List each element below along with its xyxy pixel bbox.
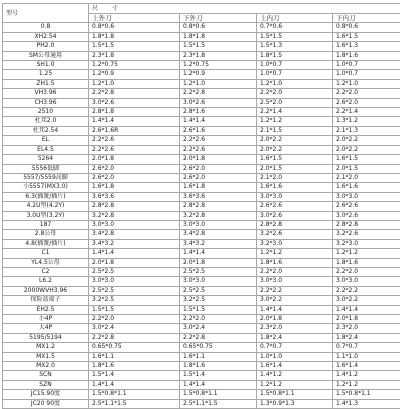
- upper-inner-blade-cell: 2.0*1.5: [257, 164, 333, 173]
- upper-outer-blade-cell: 1.8*1.6: [89, 362, 180, 371]
- upper-inner-blade-cell: 1.8*2.4: [257, 333, 333, 342]
- upper-outer-blade-cell: 1.5*1.5: [89, 42, 180, 51]
- upper-inner-blade-cell: 1.2*1.2: [257, 380, 333, 389]
- table-row: [3, 286, 400, 295]
- lower-inner-blade-cell: 3.2*2.6: [333, 230, 400, 239]
- table-row: [3, 108, 400, 117]
- lower-inner-blade-cell: 2.1*1.3: [333, 126, 400, 135]
- upper-outer-blade-cell: 1.5*0.8*1.1: [89, 390, 180, 399]
- table-row: [3, 249, 400, 258]
- table-row: [3, 371, 400, 380]
- upper-outer-blade-cell: 2.8*2.8: [89, 202, 180, 211]
- table-row: [3, 352, 400, 361]
- table-row: [3, 343, 400, 352]
- table-row: [3, 192, 400, 201]
- model-cell: 1.25: [3, 70, 89, 79]
- model-cell: SZN: [3, 380, 89, 389]
- model-cell: 保险盒端子: [3, 296, 89, 305]
- upper-outer-blade-cell: 1.2*1.0: [89, 79, 180, 88]
- upper-inner-blade-cell: 2.0*2.2: [257, 145, 333, 154]
- lower-outer-blade-cell: 1.5*1.5: [180, 42, 257, 51]
- lower-outer-blade-cell: 1.2*0.9: [180, 70, 257, 79]
- model-cell: MX1.5: [3, 352, 89, 361]
- lower-inner-blade-cell: 1.8*1.6: [333, 258, 400, 267]
- upper-outer-blade-cell: 1.4*1.4: [89, 380, 180, 389]
- upper-outer-blade-cell: 2.2*2.8: [89, 333, 180, 342]
- table-row: [3, 239, 400, 248]
- upper-outer-blade-cell: 2.5*2.5: [89, 286, 180, 295]
- lower-outer-blade-cell: 3.2*2.5: [180, 296, 257, 305]
- model-cell: 小4P: [3, 315, 89, 324]
- lower-outer-blade-cell: 0.8*0.6: [180, 23, 257, 32]
- lower-inner-blade-cell: 1.6*1.4: [333, 362, 400, 371]
- model-cell: MX2.0: [3, 362, 89, 371]
- lower-outer-blade-cell: 2.8*2.8: [180, 202, 257, 211]
- upper-inner-blade-cell: 2.5*2.0: [257, 98, 333, 107]
- table-row: [3, 136, 400, 145]
- model-cell: EL4.5: [3, 145, 89, 154]
- table-row: [3, 202, 400, 211]
- model-cell: YL4.5公母: [3, 258, 89, 267]
- upper-outer-blade-cell: 2.2*2.0: [89, 315, 180, 324]
- lower-outer-blade-cell: 2.6*1.6: [180, 126, 257, 135]
- upper-inner-blade-cell: 2.6*2.6: [257, 202, 333, 211]
- upper-outer-blade-cell: 3.2*2.8: [89, 211, 180, 220]
- model-cell: MX1.2: [3, 343, 89, 352]
- upper-outer-blade-cell: 2.5*2.5: [89, 267, 180, 276]
- upper-inner-blade-cell: 3.2*3.0: [257, 239, 333, 248]
- model-cell: 5264: [3, 155, 89, 164]
- upper-outer-blade-cell: 3.4*2.8: [89, 230, 180, 239]
- upper-inner-blade-cell: 3.0*3.0: [257, 277, 333, 286]
- table-row: [3, 277, 400, 286]
- table-row: [3, 324, 400, 333]
- upper-inner-blade-cell: 1.2*1.0: [257, 79, 333, 88]
- upper-outer-blade-cell: 0.65*0.75: [89, 343, 180, 352]
- model-cell: 0.8: [3, 23, 89, 32]
- lower-outer-blade-cell: 2.2*2.0: [180, 315, 257, 324]
- upper-outer-blade-cell: 2.8*1.8: [89, 108, 180, 117]
- upper-inner-blade-cell: 1.6*1.6: [257, 183, 333, 192]
- upper-outer-blade-cell: 2.2*2.6: [89, 145, 180, 154]
- upper-outer-blade-cell: 2.6*1.6R: [89, 126, 180, 135]
- table-row: [3, 211, 400, 220]
- lower-outer-blade-cell: 0.65*0.75: [180, 343, 257, 352]
- table-row: [3, 126, 400, 135]
- table-row: [3, 155, 400, 164]
- upper-inner-blade-cell: 2.3*2.0: [257, 324, 333, 333]
- lower-inner-blade-cell: 3.0*2.6: [333, 211, 400, 220]
- upper-inner-blade-cell: 1.5*1.3: [257, 42, 333, 51]
- upper-inner-blade-cell: 2.1*1.5: [257, 126, 333, 135]
- table-row: [3, 164, 400, 173]
- model-cell: XH2.54: [3, 32, 89, 41]
- upper-inner-blade-cell: 2.2*2.2: [257, 286, 333, 295]
- table-row: [3, 173, 400, 182]
- upper-outer-blade-cell: 1.4*1.4: [89, 249, 180, 258]
- table-row: [3, 42, 400, 51]
- model-cell: 小5557(MX3.0): [3, 183, 89, 192]
- lower-outer-blade-cell: 3.4*2.8: [180, 230, 257, 239]
- upper-inner-blade-cell: 2.8*2.8: [257, 220, 333, 229]
- model-cell: 2000WVH3.96: [3, 286, 89, 295]
- model-cell: 6.3(插簧/插片): [3, 192, 89, 201]
- lower-outer-blade-cell: 1.4*1.4: [180, 380, 257, 389]
- model-cell: 杜邦2.0: [3, 117, 89, 126]
- lower-inner-blade-cell: 1.6*1.5: [333, 155, 400, 164]
- model-cell: 187: [3, 220, 89, 229]
- upper-inner-blade-cell: 1.8*1.6: [257, 258, 333, 267]
- lower-outer-blade-cell: 1.5*1.4: [180, 371, 257, 380]
- upper-outer-blade-cell: 2.6*2.0: [89, 164, 180, 173]
- lower-inner-blade-cell: 0.8*0.6: [333, 23, 400, 32]
- upper-outer-blade-cell: 2.5*1.1*1.5: [89, 399, 180, 408]
- model-cell: 4.8(插簧/插片): [3, 239, 89, 248]
- lower-outer-blade-cell: 1.5*0.8*1.1: [180, 390, 257, 399]
- column-header-lower-inner-blade: 下内刀: [333, 14, 400, 23]
- column-header-lower-outer-blade: 下外刀: [180, 14, 257, 23]
- lower-outer-blade-cell: 3.6*3.6: [180, 192, 257, 201]
- upper-inner-blade-cell: 3.0*2.2: [257, 296, 333, 305]
- upper-inner-blade-cell: 1.8*1.5: [257, 51, 333, 60]
- upper-outer-blade-cell: 3.6*3.6: [89, 192, 180, 201]
- upper-inner-blade-cell: 1.5*0.8*1.1: [257, 390, 333, 399]
- lower-outer-blade-cell: 1.4*1.4: [180, 249, 257, 258]
- lower-inner-blade-cell: 2.0*1.8: [333, 315, 400, 324]
- table-row: [3, 305, 400, 314]
- upper-outer-blade-cell: 1.4*1.4: [89, 117, 180, 126]
- upper-outer-blade-cell: 3.4*3.2: [89, 239, 180, 248]
- lower-outer-blade-cell: 3.0*2.4: [180, 324, 257, 333]
- table-row: [3, 70, 400, 79]
- upper-outer-blade-cell: 2.2*2.8: [89, 89, 180, 98]
- upper-inner-blade-cell: 1.0*0.7: [257, 70, 333, 79]
- connector-dimension-table: [2, 3, 400, 409]
- model-cell: 杜邦2.54: [3, 126, 89, 135]
- lower-outer-blade-cell: 2.8*1.6: [180, 108, 257, 117]
- model-cell: 2.8公母: [3, 230, 89, 239]
- upper-inner-blade-cell: 0.7*0.7: [257, 343, 333, 352]
- lower-inner-blade-cell: 3.0*3.0: [333, 192, 400, 201]
- lower-inner-blade-cell: 1.4*1.3: [333, 399, 400, 408]
- lower-inner-blade-cell: 1.0*0.7: [333, 61, 400, 70]
- lower-outer-blade-cell: 2.0*1.8: [180, 258, 257, 267]
- lower-inner-blade-cell: 2.0*1.5: [333, 164, 400, 173]
- model-cell: EH2.5: [3, 305, 89, 314]
- table-row: [3, 230, 400, 239]
- table-body: [3, 23, 400, 409]
- model-cell: SH1.0: [3, 61, 89, 70]
- upper-outer-blade-cell: 2.6*2.0: [89, 173, 180, 182]
- lower-outer-blade-cell: 2.6*2.0: [180, 173, 257, 182]
- lower-outer-blade-cell: 1.6*1.8: [180, 183, 257, 192]
- upper-outer-blade-cell: 3.0*2.4: [89, 324, 180, 333]
- upper-inner-blade-cell: 1.3*0.9*1.3: [257, 399, 333, 408]
- lower-inner-blade-cell: 3.0*3.0: [333, 277, 400, 286]
- upper-outer-blade-cell: 1.2*0.75: [89, 61, 180, 70]
- lower-outer-blade-cell: 1.8*1.8: [180, 32, 257, 41]
- lower-outer-blade-cell: 1.6*1.1: [180, 352, 257, 361]
- upper-outer-blade-cell: 1.5*1.5: [89, 305, 180, 314]
- table-row: [3, 399, 400, 408]
- lower-inner-blade-cell: 2.0*2.2: [333, 136, 400, 145]
- lower-inner-blade-cell: 1.2*1.0: [333, 79, 400, 88]
- lower-outer-blade-cell: 2.5*2.5: [180, 267, 257, 276]
- upper-inner-blade-cell: 1.0*1.0: [257, 352, 333, 361]
- upper-inner-blade-cell: 1.6*1.5: [257, 155, 333, 164]
- lower-inner-blade-cell: 2.0*2.2: [333, 145, 400, 154]
- model-cell: 5195/5194: [3, 333, 89, 342]
- upper-outer-blade-cell: 2.3*1.8: [89, 51, 180, 60]
- model-cell: L6.2: [3, 277, 89, 286]
- upper-inner-blade-cell: 1.4*1.4: [257, 305, 333, 314]
- upper-outer-blade-cell: 3.0*3.0: [89, 220, 180, 229]
- table-row: [3, 61, 400, 70]
- table-row: [3, 145, 400, 154]
- table-row: [3, 362, 400, 371]
- model-cell: 5557/5559高脚: [3, 173, 89, 182]
- upper-inner-blade-cell: 0.7*0.6: [257, 23, 333, 32]
- table-row: [3, 296, 400, 305]
- upper-outer-blade-cell: 1.6*1.8: [89, 183, 180, 192]
- upper-inner-blade-cell: 1.2*1.2: [257, 249, 333, 258]
- upper-outer-blade-cell: 2.2*2.6: [89, 136, 180, 145]
- lower-inner-blade-cell: 1.8*1.6: [333, 51, 400, 60]
- header-row-top: [3, 4, 400, 14]
- upper-inner-blade-cell: 1.5*1.5: [257, 32, 333, 41]
- lower-outer-blade-cell: 2.0*1.8: [180, 155, 257, 164]
- upper-outer-blade-cell: 1.6*1.1: [89, 352, 180, 361]
- table-row: [3, 267, 400, 276]
- upper-outer-blade-cell: 0.8*0.6: [89, 23, 180, 32]
- lower-inner-blade-cell: 2.3*2.0: [333, 324, 400, 333]
- upper-inner-blade-cell: 1.6*1.4: [257, 362, 333, 371]
- lower-inner-blade-cell: 2.1*2.0: [333, 173, 400, 182]
- lower-outer-blade-cell: 3.0*3.0: [180, 220, 257, 229]
- dimensions-group-header: 尺 寸: [89, 4, 400, 14]
- upper-outer-blade-cell: 1.2*0.9: [89, 70, 180, 79]
- upper-outer-blade-cell: 3.0*3.0: [89, 277, 180, 286]
- lower-outer-blade-cell: 3.4*3.2: [180, 239, 257, 248]
- upper-inner-blade-cell: 2.2*2.0: [257, 267, 333, 276]
- lower-inner-blade-cell: 1.6*1.5: [333, 32, 400, 41]
- lower-outer-blade-cell: 1.2*0.75: [180, 61, 257, 70]
- lower-outer-blade-cell: 1.4*1.4: [180, 117, 257, 126]
- lower-outer-blade-cell: 3.2*2.8: [180, 211, 257, 220]
- table-row: [3, 258, 400, 267]
- upper-outer-blade-cell: 3.0*2.6: [89, 98, 180, 107]
- lower-outer-blade-cell: 2.2*2.6: [180, 136, 257, 145]
- upper-inner-blade-cell: 1.0*0.7: [257, 61, 333, 70]
- lower-inner-blade-cell: 1.1*1.0: [333, 352, 400, 361]
- upper-inner-blade-cell: 2.2*2.0: [257, 89, 333, 98]
- lower-inner-blade-cell: 1.6*1.6: [333, 183, 400, 192]
- lower-inner-blade-cell: 1.8*2.4: [333, 333, 400, 342]
- lower-inner-blade-cell: 2.6*2.0: [333, 98, 400, 107]
- upper-inner-blade-cell: 2.1*2.0: [257, 173, 333, 182]
- column-header-upper-inner-blade: 上内刀: [257, 14, 333, 23]
- table-row: [3, 390, 400, 399]
- column-header-upper-outer-blade: 上外刀: [89, 14, 180, 23]
- upper-inner-blade-cell: 1.2*1.2: [257, 117, 333, 126]
- table-row: [3, 220, 400, 229]
- lower-inner-blade-cell: 1.6*1.3: [333, 42, 400, 51]
- model-cell: 2510: [3, 108, 89, 117]
- lower-inner-blade-cell: 2.2*2.0: [333, 267, 400, 276]
- lower-inner-blade-cell: 2.2*2.0: [333, 89, 400, 98]
- lower-inner-blade-cell: 1.5*0.8*1.1: [333, 390, 400, 399]
- lower-inner-blade-cell: 2.8*2.8: [333, 220, 400, 229]
- lower-inner-blade-cell: 1.3*1.2: [333, 117, 400, 126]
- lower-outer-blade-cell: 2.2*2.8: [180, 333, 257, 342]
- model-cell: C2: [3, 267, 89, 276]
- table-row: [3, 98, 400, 107]
- upper-inner-blade-cell: 3.0*3.0: [257, 192, 333, 201]
- table-row: [3, 89, 400, 98]
- model-cell: ZH1.5: [3, 79, 89, 88]
- lower-outer-blade-cell: 3.0*3.0: [180, 277, 257, 286]
- upper-outer-blade-cell: 3.2*2.5: [89, 296, 180, 305]
- model-cell: 3.0U型(3.2Y): [3, 211, 89, 220]
- upper-outer-blade-cell: 1.5*1.4: [89, 371, 180, 380]
- table-row: [3, 315, 400, 324]
- lower-inner-blade-cell: 1.2*1.2: [333, 380, 400, 389]
- lower-outer-blade-cell: 1.2*1.0: [180, 79, 257, 88]
- upper-inner-blade-cell: 3.2*2.6: [257, 230, 333, 239]
- lower-inner-blade-cell: 1.0*0.7: [333, 70, 400, 79]
- model-cell: JC20 90度: [3, 399, 89, 408]
- model-cell: C1: [3, 249, 89, 258]
- lower-outer-blade-cell: 2.3*1.8: [180, 51, 257, 60]
- lower-inner-blade-cell: 3.0*2.2: [333, 296, 400, 305]
- upper-outer-blade-cell: 2.0*1.8: [89, 155, 180, 164]
- lower-outer-blade-cell: 2.2*2.6: [180, 145, 257, 154]
- model-cell: CH3.96: [3, 98, 89, 107]
- table-row: [3, 32, 400, 41]
- model-cell: VH3.96: [3, 89, 89, 98]
- lower-outer-blade-cell: 1.5*1.5: [180, 305, 257, 314]
- lower-outer-blade-cell: 2.5*1.1*1.5: [180, 399, 257, 408]
- upper-inner-blade-cell: 3.0*2.6: [257, 211, 333, 220]
- upper-inner-blade-cell: 2.0*1.8: [257, 315, 333, 324]
- lower-inner-blade-cell: 1.2*1.2: [333, 249, 400, 258]
- lower-inner-blade-cell: 3.2*3.0: [333, 239, 400, 248]
- lower-outer-blade-cell: 2.2*2.8: [180, 89, 257, 98]
- lower-outer-blade-cell: 2.5*2.5: [180, 286, 257, 295]
- model-column-header: 型号: [3, 4, 89, 23]
- lower-outer-blade-cell: 3.0*2.6: [180, 98, 257, 107]
- lower-inner-blade-cell: 2.2*1.4: [333, 108, 400, 117]
- lower-inner-blade-cell: 2.2*2.2: [333, 286, 400, 295]
- lower-inner-blade-cell: 1.4*1.2: [333, 371, 400, 380]
- table-row: [3, 51, 400, 60]
- model-cell: 4.2U型(4.2Y): [3, 202, 89, 211]
- model-cell: JC15.90度: [3, 390, 89, 399]
- lower-inner-blade-cell: 0.7*0.7: [333, 343, 400, 352]
- table-row: [3, 183, 400, 192]
- lower-inner-blade-cell: 1.4*1.4: [333, 305, 400, 314]
- model-cell: 5556低脚: [3, 164, 89, 173]
- lower-outer-blade-cell: 1.8*1.6: [180, 362, 257, 371]
- table-row: [3, 380, 400, 389]
- model-cell: EL: [3, 136, 89, 145]
- upper-outer-blade-cell: 2.0*1.8: [89, 258, 180, 267]
- table-row: [3, 79, 400, 88]
- model-cell: SM公母通用: [3, 51, 89, 60]
- upper-inner-blade-cell: 1.4*1.2: [257, 371, 333, 380]
- lower-inner-blade-cell: 2.6*2.6: [333, 202, 400, 211]
- model-cell: SCN: [3, 371, 89, 380]
- upper-inner-blade-cell: 2.0*2.2: [257, 136, 333, 145]
- table-row: [3, 23, 400, 32]
- upper-inner-blade-cell: 2.2*1.4: [257, 108, 333, 117]
- model-cell: 大4P: [3, 324, 89, 333]
- table-row: [3, 333, 400, 342]
- model-cell: PH2.0: [3, 42, 89, 51]
- table-row: [3, 117, 400, 126]
- lower-outer-blade-cell: 2.6*2.0: [180, 164, 257, 173]
- upper-outer-blade-cell: 1.8*1.8: [89, 32, 180, 41]
